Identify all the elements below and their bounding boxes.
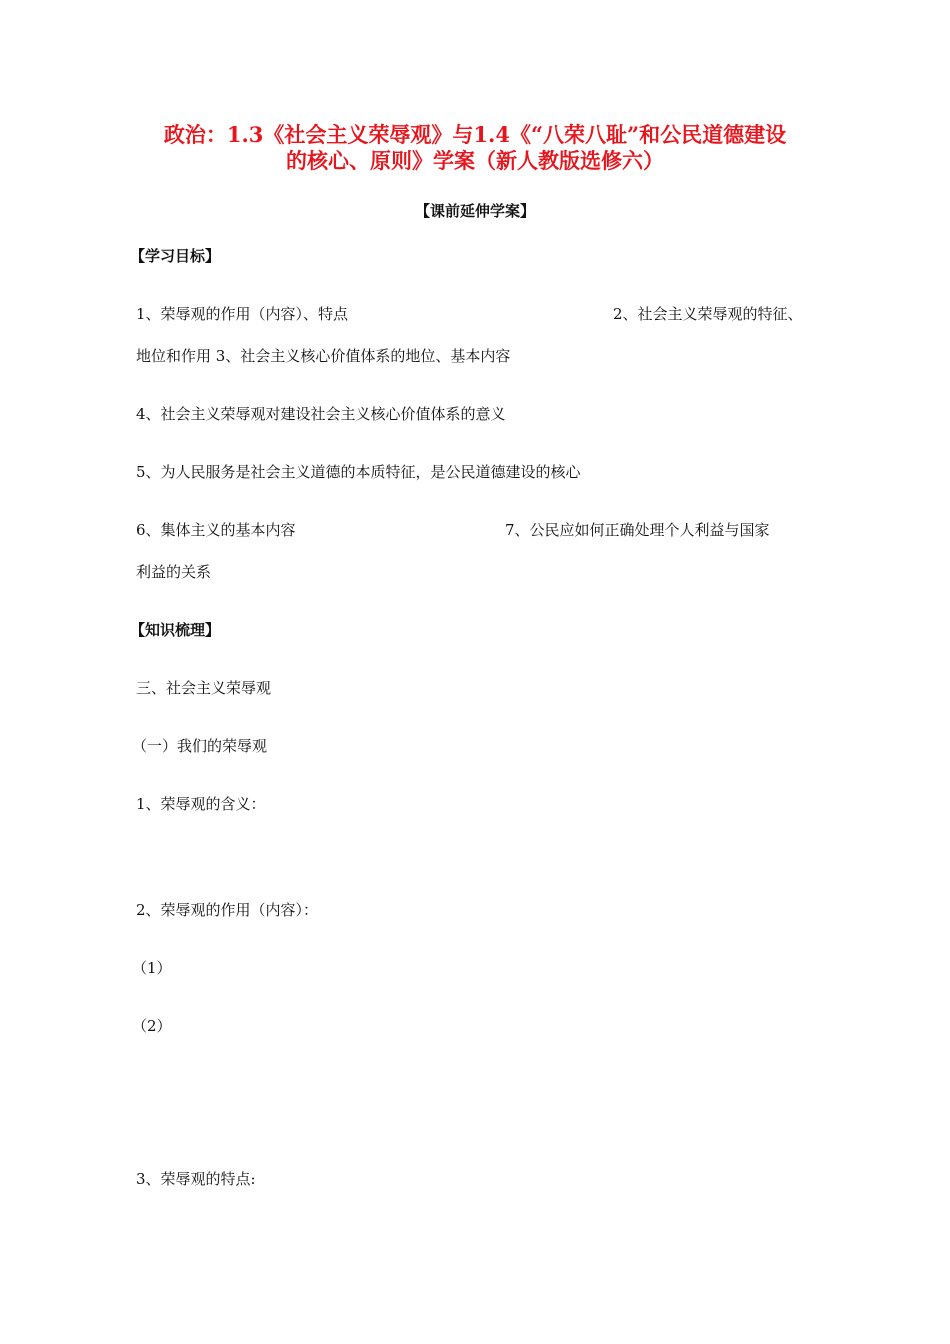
question-2-item-2: （2） — [132, 1017, 172, 1035]
knowledge-heading-3: 三、社会主义荣辱观 — [136, 679, 272, 697]
goal-item-4: 4、社会主义荣辱观对建设社会主义核心价值体系的意义 — [136, 405, 506, 423]
goal-item-6: 6、集体主义的基本内容 — [136, 521, 296, 539]
section-prelesson-heading: 【课前延伸学案】 — [414, 202, 535, 220]
question-3: 3、荣辱观的特点: — [136, 1170, 256, 1188]
goal-item-7: 7、公民应如何正确处理个人利益与国家 — [505, 521, 770, 539]
question-2-item-1: （1） — [132, 959, 172, 977]
goal-item-2-continued: 地位和作用 3、社会主义核心价值体系的地位、基本内容 — [136, 347, 511, 365]
goal-item-7-continued: 利益的关系 — [136, 563, 212, 581]
section-knowledge-heading: 【知识梳理】 — [130, 621, 221, 639]
document-title-line-1: 政治：1.3《社会主义荣辱观》与1.4《“八荣八耻”和公民道德建设 — [163, 122, 787, 147]
question-1: 1、荣辱观的含义： — [136, 795, 266, 813]
goal-item-2: 2、社会主义荣辱观的特征、 — [613, 305, 803, 323]
section-goals-heading: 【学习目标】 — [130, 247, 221, 265]
question-2: 2、荣辱观的作用（内容）： — [136, 901, 319, 919]
knowledge-subheading-1: （一）我们的荣辱观 — [132, 737, 268, 755]
goal-item-1: 1、荣辱观的作用（内容）、特点 — [136, 305, 349, 323]
document-title-line-2: 的核心、原则》学案（新人教版选修六） — [286, 148, 664, 173]
goal-item-5: 5、为人民服务是社会主义道德的本质特征，是公民道德建设的核心 — [136, 463, 581, 481]
